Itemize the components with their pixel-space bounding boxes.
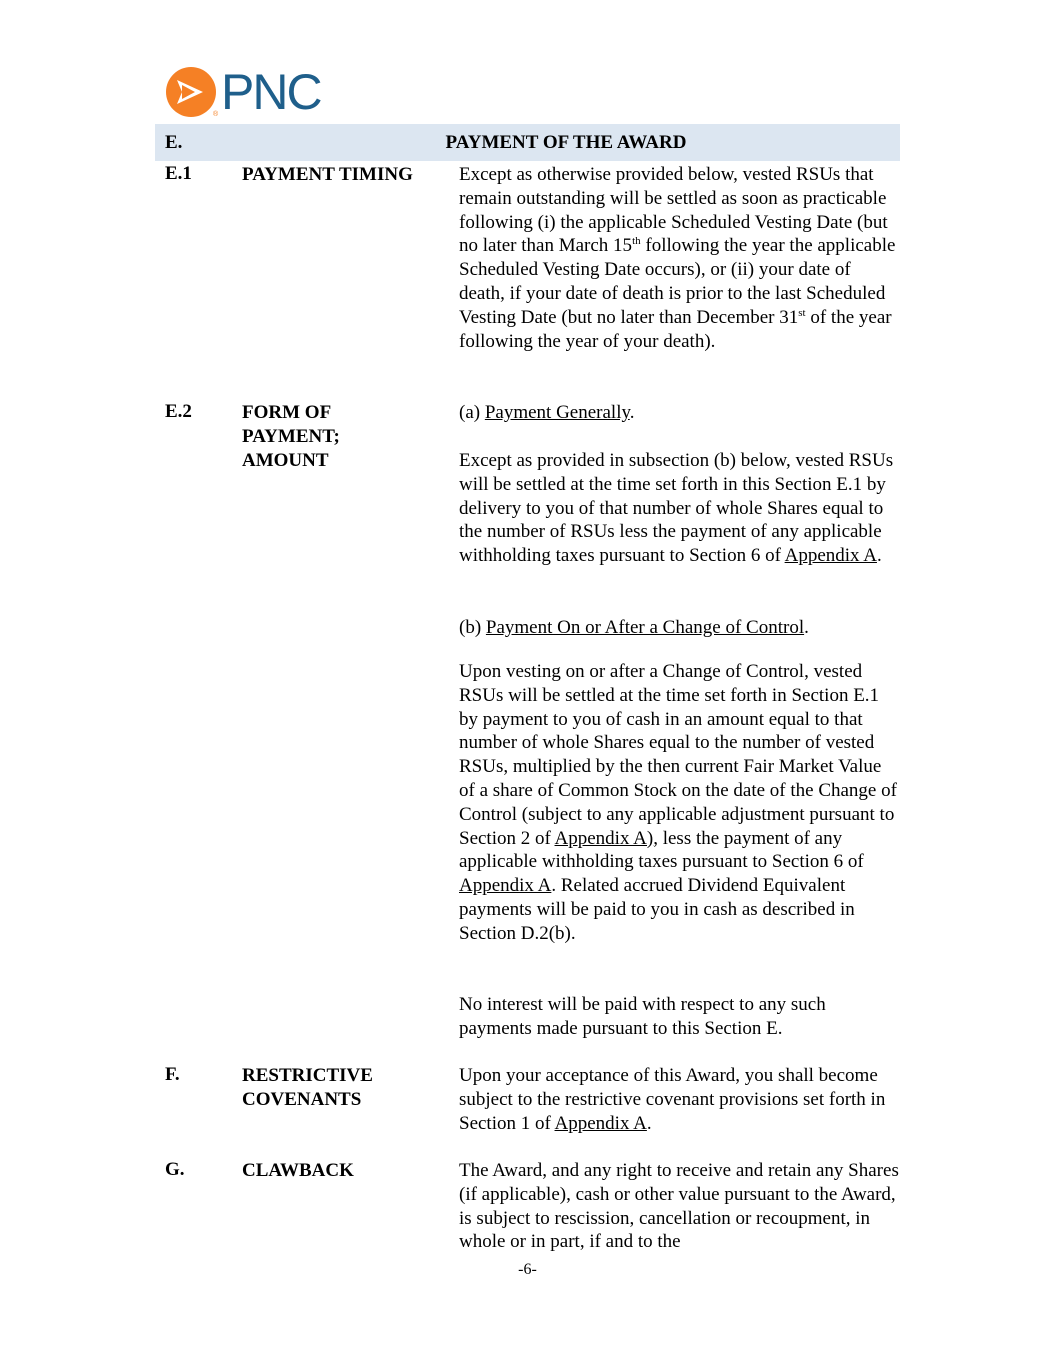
pnc-logo <box>165 66 321 118</box>
pnc-logo-mark-icon <box>165 66 219 118</box>
e2-a-prefix: (a) <box>459 402 485 423</box>
f-heading-line-2: COVENANTS <box>242 1089 362 1110</box>
e1-number: E.1 <box>165 163 192 184</box>
e2-heading-line-3: AMOUNT <box>242 450 329 471</box>
svg-text:®: ® <box>213 111 219 118</box>
section-header-bar <box>155 124 900 161</box>
page-number: -6- <box>518 1261 537 1278</box>
g-body: The Award, and any right to receive and retain any Shares (if applicable), cash or other value pursuant to the Award, is subject to rescission, cancellation or recoupment, in whole or in part, if and to the <box>459 1160 899 1253</box>
e1-text-c: of the year following the year of your death). <box>459 306 892 352</box>
g-number: G. <box>165 1159 185 1180</box>
e2-number: E.2 <box>165 401 192 422</box>
e2-a-suffix: . <box>629 402 635 423</box>
f-body-text: Upon your acceptance of this Award, you shall become subject to the restrictive covenant provisions set forth in Section 1 of <box>459 1065 886 1134</box>
e2-b-body-1: Upon vesting on or after a Change of Control, vested RSUs will be settled at the time set forth in Section E.1 by payment to you of cash in an amount equal to that number of whole Shares equal to the number of vested RSUs, multiplied by the then current Fair Market Value of a share of Common Stock on the date of the Change of Control (subject to any applicable adjustment pursuant to Section 2 of <box>459 661 897 849</box>
f-number: F. <box>165 1064 180 1085</box>
e2-b-link-1: Appendix A) <box>554 827 654 849</box>
e2-b-suffix: . <box>804 617 809 638</box>
e2-a-body: Except as provided in subsection (b) below, vested RSUs will be settled at the time set forth in this Section E.1 by delivery to you of that number of whole Shares equal to the number of RSUs less the payment of any applicable withholding taxes pursuant to Section 6 of <box>459 450 894 567</box>
f-heading <box>242 1064 447 1112</box>
e1-sup-a: th <box>632 235 641 248</box>
e1-body <box>459 163 899 353</box>
e1-text-a: Except as otherwise provided below, vested RSUs that remain outstanding will be settled as soon as practicable following (i) the applicable Scheduled Vesting Date (but no later than March 15 <box>459 164 888 257</box>
e2-b-title: Payment On or After a Change of Control <box>485 617 805 638</box>
e2-a-link: Appendix A <box>784 545 877 567</box>
e1-heading: PAYMENT TIMING <box>242 164 413 185</box>
pnc-logo-text: PNC <box>221 64 321 120</box>
e2-interest-note: No interest will be paid with respect to any such payments made pursuant to this Section E. <box>459 994 826 1039</box>
e2-b-body-2: , less the payment of any applicable withholding taxes pursuant to Section 6 of <box>459 827 864 873</box>
e2-sub-a-title <box>459 401 899 425</box>
e2-heading-line-1: FORM OF <box>242 402 332 423</box>
g-heading: CLAWBACK <box>242 1160 354 1181</box>
e1-text-b: following the year the applicable Scheduled Vesting Date occurs), or (ii) your date of death, if your date of death is prior to the last Scheduled Vesting Date (but no later than December 31 <box>459 235 896 328</box>
section-letter: E. <box>165 132 183 153</box>
e2-b-link-2: Appendix A <box>459 875 552 897</box>
e2-sub-b-body <box>459 660 899 946</box>
e2-heading <box>242 401 447 473</box>
e2-a-title: Payment Generally <box>484 402 630 423</box>
f-heading-line-1: RESTRICTIVE <box>242 1065 373 1086</box>
e2-b-body-3: . Related accrued Dividend Equivalent payments will be paid to you in cash as described in Section D.2(b). <box>459 875 855 944</box>
e2-a-end: . <box>876 545 882 567</box>
f-end: . <box>646 1112 652 1134</box>
e2-heading-line-2: PAYMENT; <box>242 426 340 447</box>
e2-b-prefix: (b) <box>459 617 486 638</box>
e2-sub-b-title <box>459 616 899 640</box>
section-title: PAYMENT OF THE AWARD <box>445 132 687 153</box>
f-body <box>459 1064 899 1135</box>
e1-sup-b: st <box>798 306 806 319</box>
f-link: Appendix A <box>554 1112 647 1134</box>
e2-sub-a-body <box>459 449 899 568</box>
